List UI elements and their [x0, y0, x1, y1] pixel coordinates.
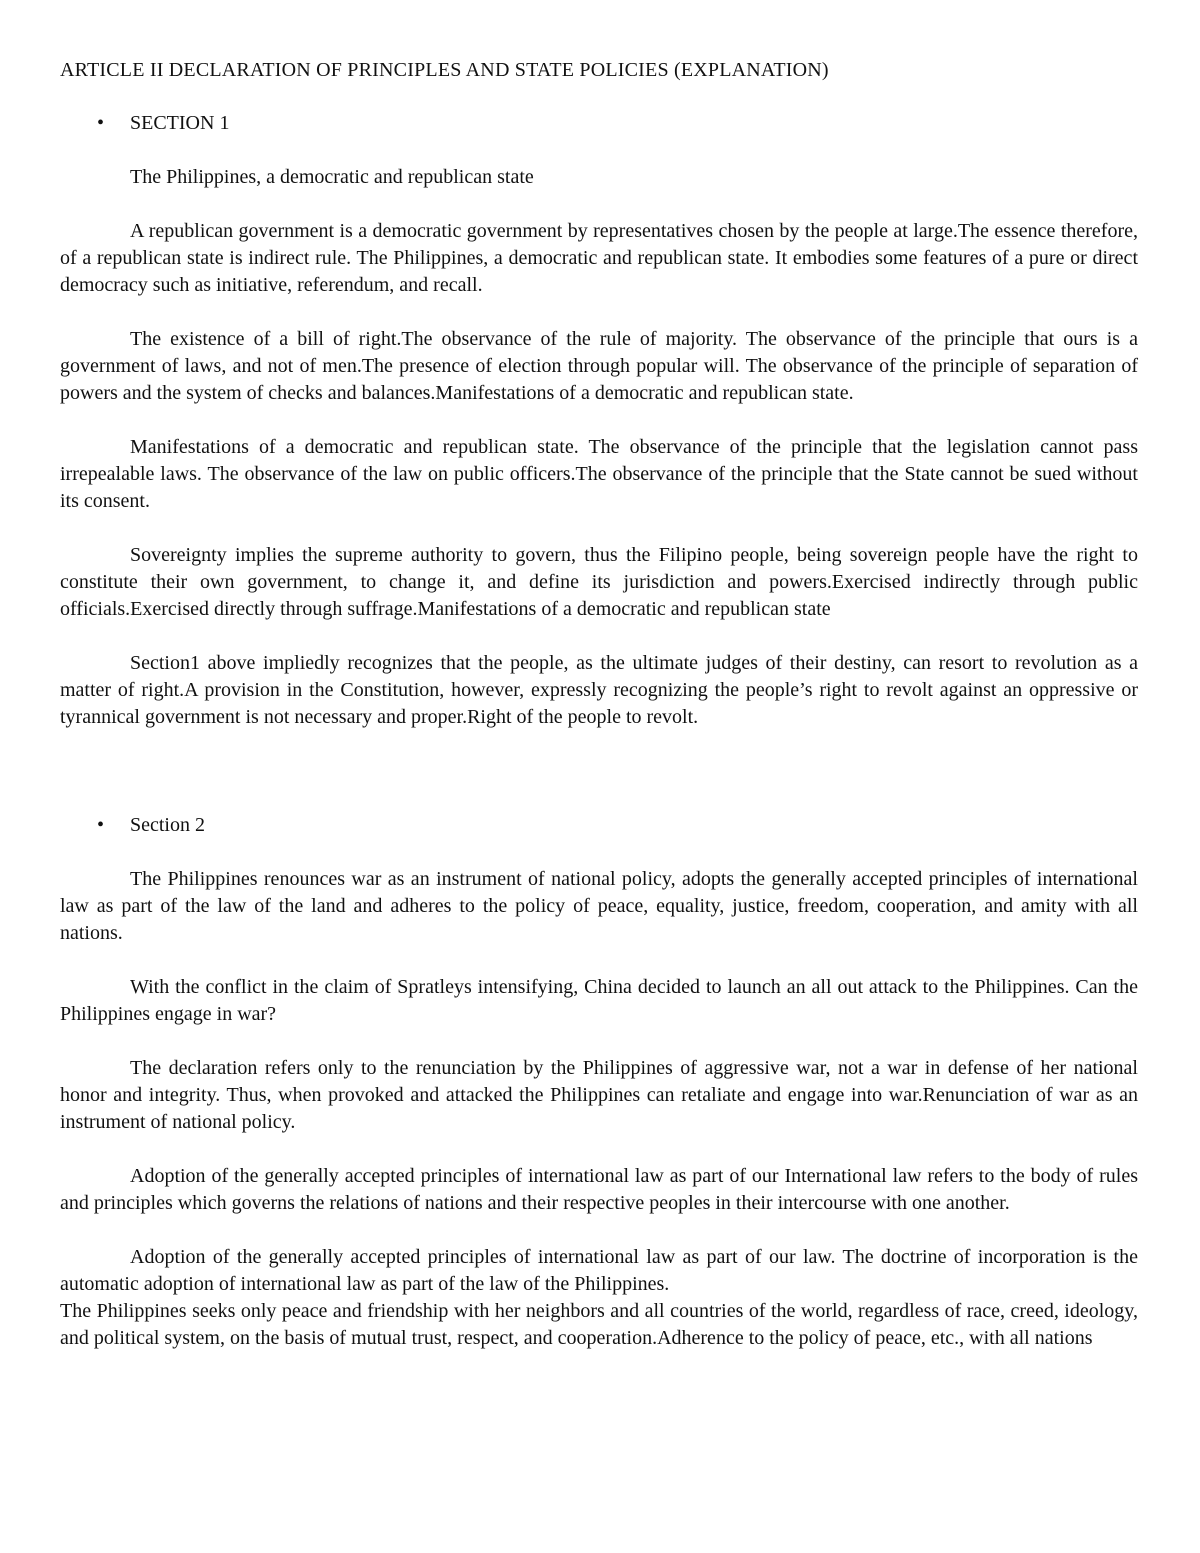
paragraph: The existence of a bill of right.The observance of the rule of majority. The observance of the principle that ours is a government of laws, and not of men.The presence of election through popular will. The observance of the principle of separation of powers and the system of checks and balances.Manifestations of a democratic and republican state.	[60, 328, 1138, 404]
paragraph: The Philippines renounces war as an instrument of national policy, adopts the generally accepted principles of international law as part of the law of the land and adheres to the policy of peace, equality, justice, freedom, cooperation, and amity with all nations.	[60, 868, 1138, 944]
paragraph: A republican government is a democratic government by representatives chosen by the people at large.The essence therefore, of a republican state is indirect rule. The Philippines, a democratic and republican state. It embodies some features of a pure or direct democracy such as initiative, referendum, and recall.	[60, 220, 1138, 296]
spacer	[60, 758, 1138, 812]
paragraph: Adoption of the generally accepted principles of international law as part of our law. The doctrine of incorporation is the automatic adoption of international law as part of the law of the Philippines.	[60, 1246, 1138, 1295]
document-title: ARTICLE II DECLARATION OF PRINCIPLES AND STATE POLICIES (EXPLANATION)	[60, 59, 829, 81]
paragraph: Manifestations of a democratic and republican state. The observance of the principle that the legislation cannot pass irrepealable laws. The observance of the law on public officers.The observance of the principle that the State cannot be sued without its consent.	[60, 436, 1138, 512]
paragraph: Adoption of the generally accepted principles of international law as part of our International law refers to the body of rules and principles which governs the relations of nations and their respective peoples in their intercourse with one another.	[60, 1165, 1138, 1214]
section-2-heading-text: Section 2	[130, 814, 205, 836]
document-page	[60, 57, 1138, 1379]
paragraph: The declaration refers only to the renunciation by the Philippines of aggressive war, not a war in defense of her national honor and integrity. Thus, when provoked and attacked the Philippines can retaliate and engage into war.Renunciation of war as an instrument of national policy.	[60, 1057, 1138, 1133]
bullet-icon: •	[97, 814, 105, 836]
section-1-subtitle: The Philippines, a democratic and republican state	[130, 166, 534, 188]
bullet-icon: •	[97, 112, 105, 134]
section-1-heading-text: SECTION 1	[130, 112, 230, 134]
paragraph: Sovereignty implies the supreme authority to govern, thus the Filipino people, being sovereign people have the right to constitute their own government, to change it, and define its jurisdiction and powers.Exercised indirectly through public officials.Exercised directly through suffrage.Manifestations of a democratic and republican state	[60, 544, 1138, 620]
paragraph: With the conflict in the claim of Spratleys intensifying, China decided to launch an all out attack to the Philippines. Can the Philippines engage in war?	[60, 976, 1138, 1025]
paragraph: Section1 above impliedly recognizes that the people, as the ultimate judges of their destiny, can resort to revolution as a matter of right.A provision in the Constitution, however, expressly recognizing the people’s right to revolt against an oppressive or tyrannical government is not necessary and proper.Right of the people to revolt.	[60, 652, 1138, 728]
section-2-heading	[60, 812, 1138, 839]
section-1-heading	[60, 110, 1138, 137]
paragraph: The Philippines seeks only peace and friendship with her neighbors and all countries of the world, regardless of race, creed, ideology, and political system, on the basis of mutual trust, respect, and cooperation.Adherence to the policy of peace, etc., with all nations	[60, 1300, 1138, 1349]
